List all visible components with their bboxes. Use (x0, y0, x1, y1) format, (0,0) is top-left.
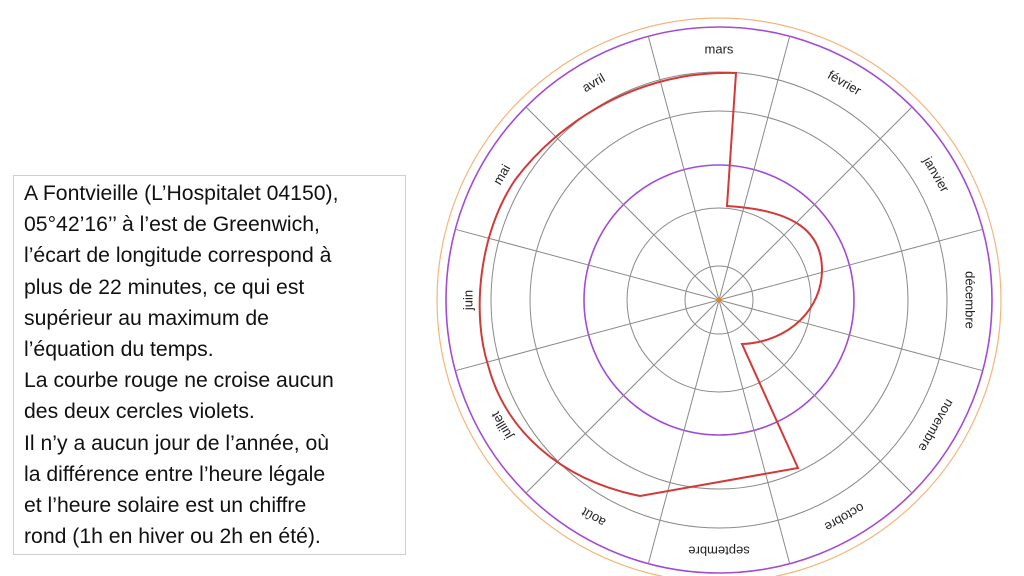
month-label: mai (489, 161, 514, 188)
text-line: Il n’y a aucun jour de l’année, où (24, 431, 330, 455)
radial-line (648, 300, 719, 564)
radial-line (719, 107, 912, 300)
text-line: et l’heure solaire est un chiffre (24, 494, 307, 518)
text-line: A Fontvieille (L’Hospitalet 04150), (24, 182, 339, 205)
text-line: supérieur au maximum de (24, 306, 269, 330)
radial-line (526, 107, 719, 300)
month-label: août (578, 504, 609, 531)
radial-line (526, 300, 719, 493)
radial-line (455, 229, 719, 300)
text-line: La courbe rouge ne croise aucun (24, 369, 334, 393)
month-label: janvier (920, 154, 953, 195)
polar-grid (437, 18, 1001, 576)
radial-line (719, 300, 912, 493)
radial-line (719, 300, 790, 564)
text-line: des deux cercles violets. (24, 400, 255, 424)
text-line: l’écart de longitude correspond à (24, 244, 332, 268)
month-label: décembre (962, 271, 978, 329)
month-label: avril (579, 70, 608, 96)
text-line: 05°42’16’’ à l’est de Greenwich, (24, 213, 320, 237)
month-label: février (825, 67, 864, 99)
text-line: l’équation du temps. (24, 338, 214, 362)
month-label: juillet (487, 408, 516, 443)
month-label: septembre (688, 543, 750, 559)
center-point (717, 298, 722, 303)
month-label: mars (704, 41, 734, 57)
radial-line (455, 300, 719, 371)
outer-ring (437, 18, 1001, 576)
text-line: plus de 22 minutes, ce qui est (24, 275, 305, 299)
text-line: la différence entre l’heure légale (24, 462, 326, 486)
text-line: rond (1h en hiver ou 2h en été). (24, 525, 321, 549)
month-label: novembre (915, 396, 958, 455)
month-label: juin (460, 289, 476, 311)
radial-line (719, 229, 983, 300)
month-label: octobre (821, 500, 868, 535)
radial-line (719, 300, 983, 371)
